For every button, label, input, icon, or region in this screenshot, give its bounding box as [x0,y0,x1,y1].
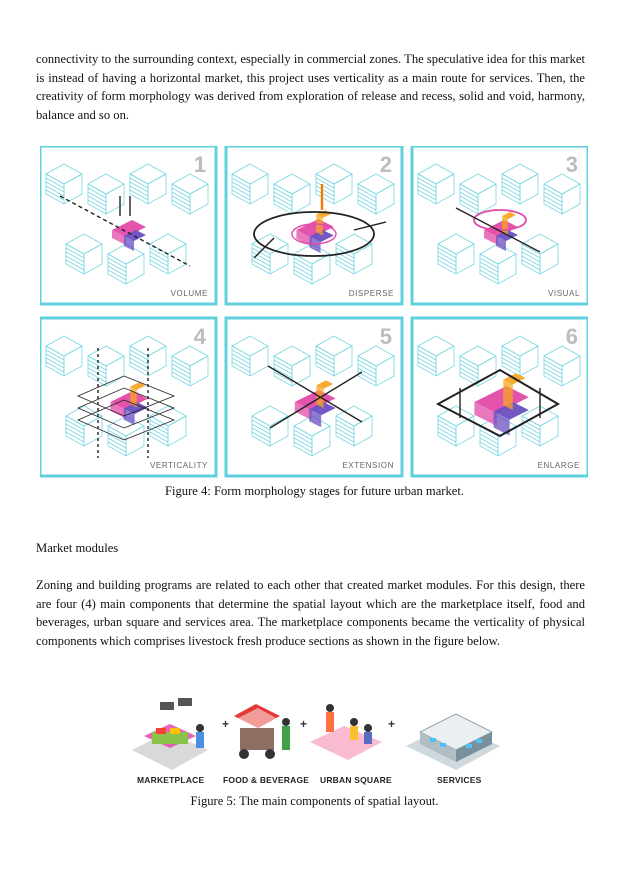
component-label-food-beverage: FOOD & BEVERAGE [223,775,310,785]
figure-5-caption: Figure 5: The main components of spatial layout. [190,794,439,808]
panel-number: 6 [565,324,578,349]
component-label-marketplace: MARKETPLACE [137,775,205,785]
panel-number: 5 [379,324,392,349]
food-beverage-illustration [234,704,290,759]
panel-number: 1 [193,152,206,177]
marketplace-illustration [132,698,208,770]
body-paragraph-1: connectivity to the surrounding context, especially in commercial zones. The speculative idea for this market is instead of having a horizontal market, this project uses verticality as a main route for services. Then, the creativity of form morphology was derived from exploration of release and recess, solid and void, harmony, balance and so on. [36,52,585,122]
section-heading: Market modules [36,541,119,555]
plus-separator-1: + [222,717,230,731]
panel-verticality [40,318,216,476]
panel-label: VOLUME [170,289,208,298]
figure-4-morphology-grid [40,146,588,478]
panel-label: VERTICALITY [149,461,208,470]
panel-label: EXTENSION [342,461,394,470]
services-illustration [406,714,500,770]
panel-label: ENLARGE [537,461,580,470]
panel-extension [226,318,402,476]
body-paragraph-2: Zoning and building programs are related to each other that created market modules. For this design, there are four (4) main components that determine the spatial layout which are the marketplace itself, food and beverages, urban square and services area. The marketplace components became the verticality of physical components which comprises livestock fresh produce sections as shown in the figure below. [36,578,585,648]
panel-volume [40,146,216,304]
component-label-services: SERVICES [437,775,482,785]
panel-disperse [226,146,402,304]
panel-label: VISUAL [547,289,580,298]
panel-visual [412,146,588,304]
panel-enlarge [412,318,588,476]
panel-number: 4 [193,324,206,349]
figure-4-caption: Figure 4: Form morphology stages for future urban market. [164,484,465,498]
figure-5-components [130,688,510,788]
plus-separator-2: + [300,717,308,731]
component-label-urban-square: URBAN SQUARE [320,775,392,785]
panel-number: 2 [379,152,392,177]
panel-label: DISPERSE [348,289,394,298]
plus-separator-3: + [388,717,396,731]
panel-number: 3 [565,152,578,177]
urban-square-illustration [310,704,382,760]
